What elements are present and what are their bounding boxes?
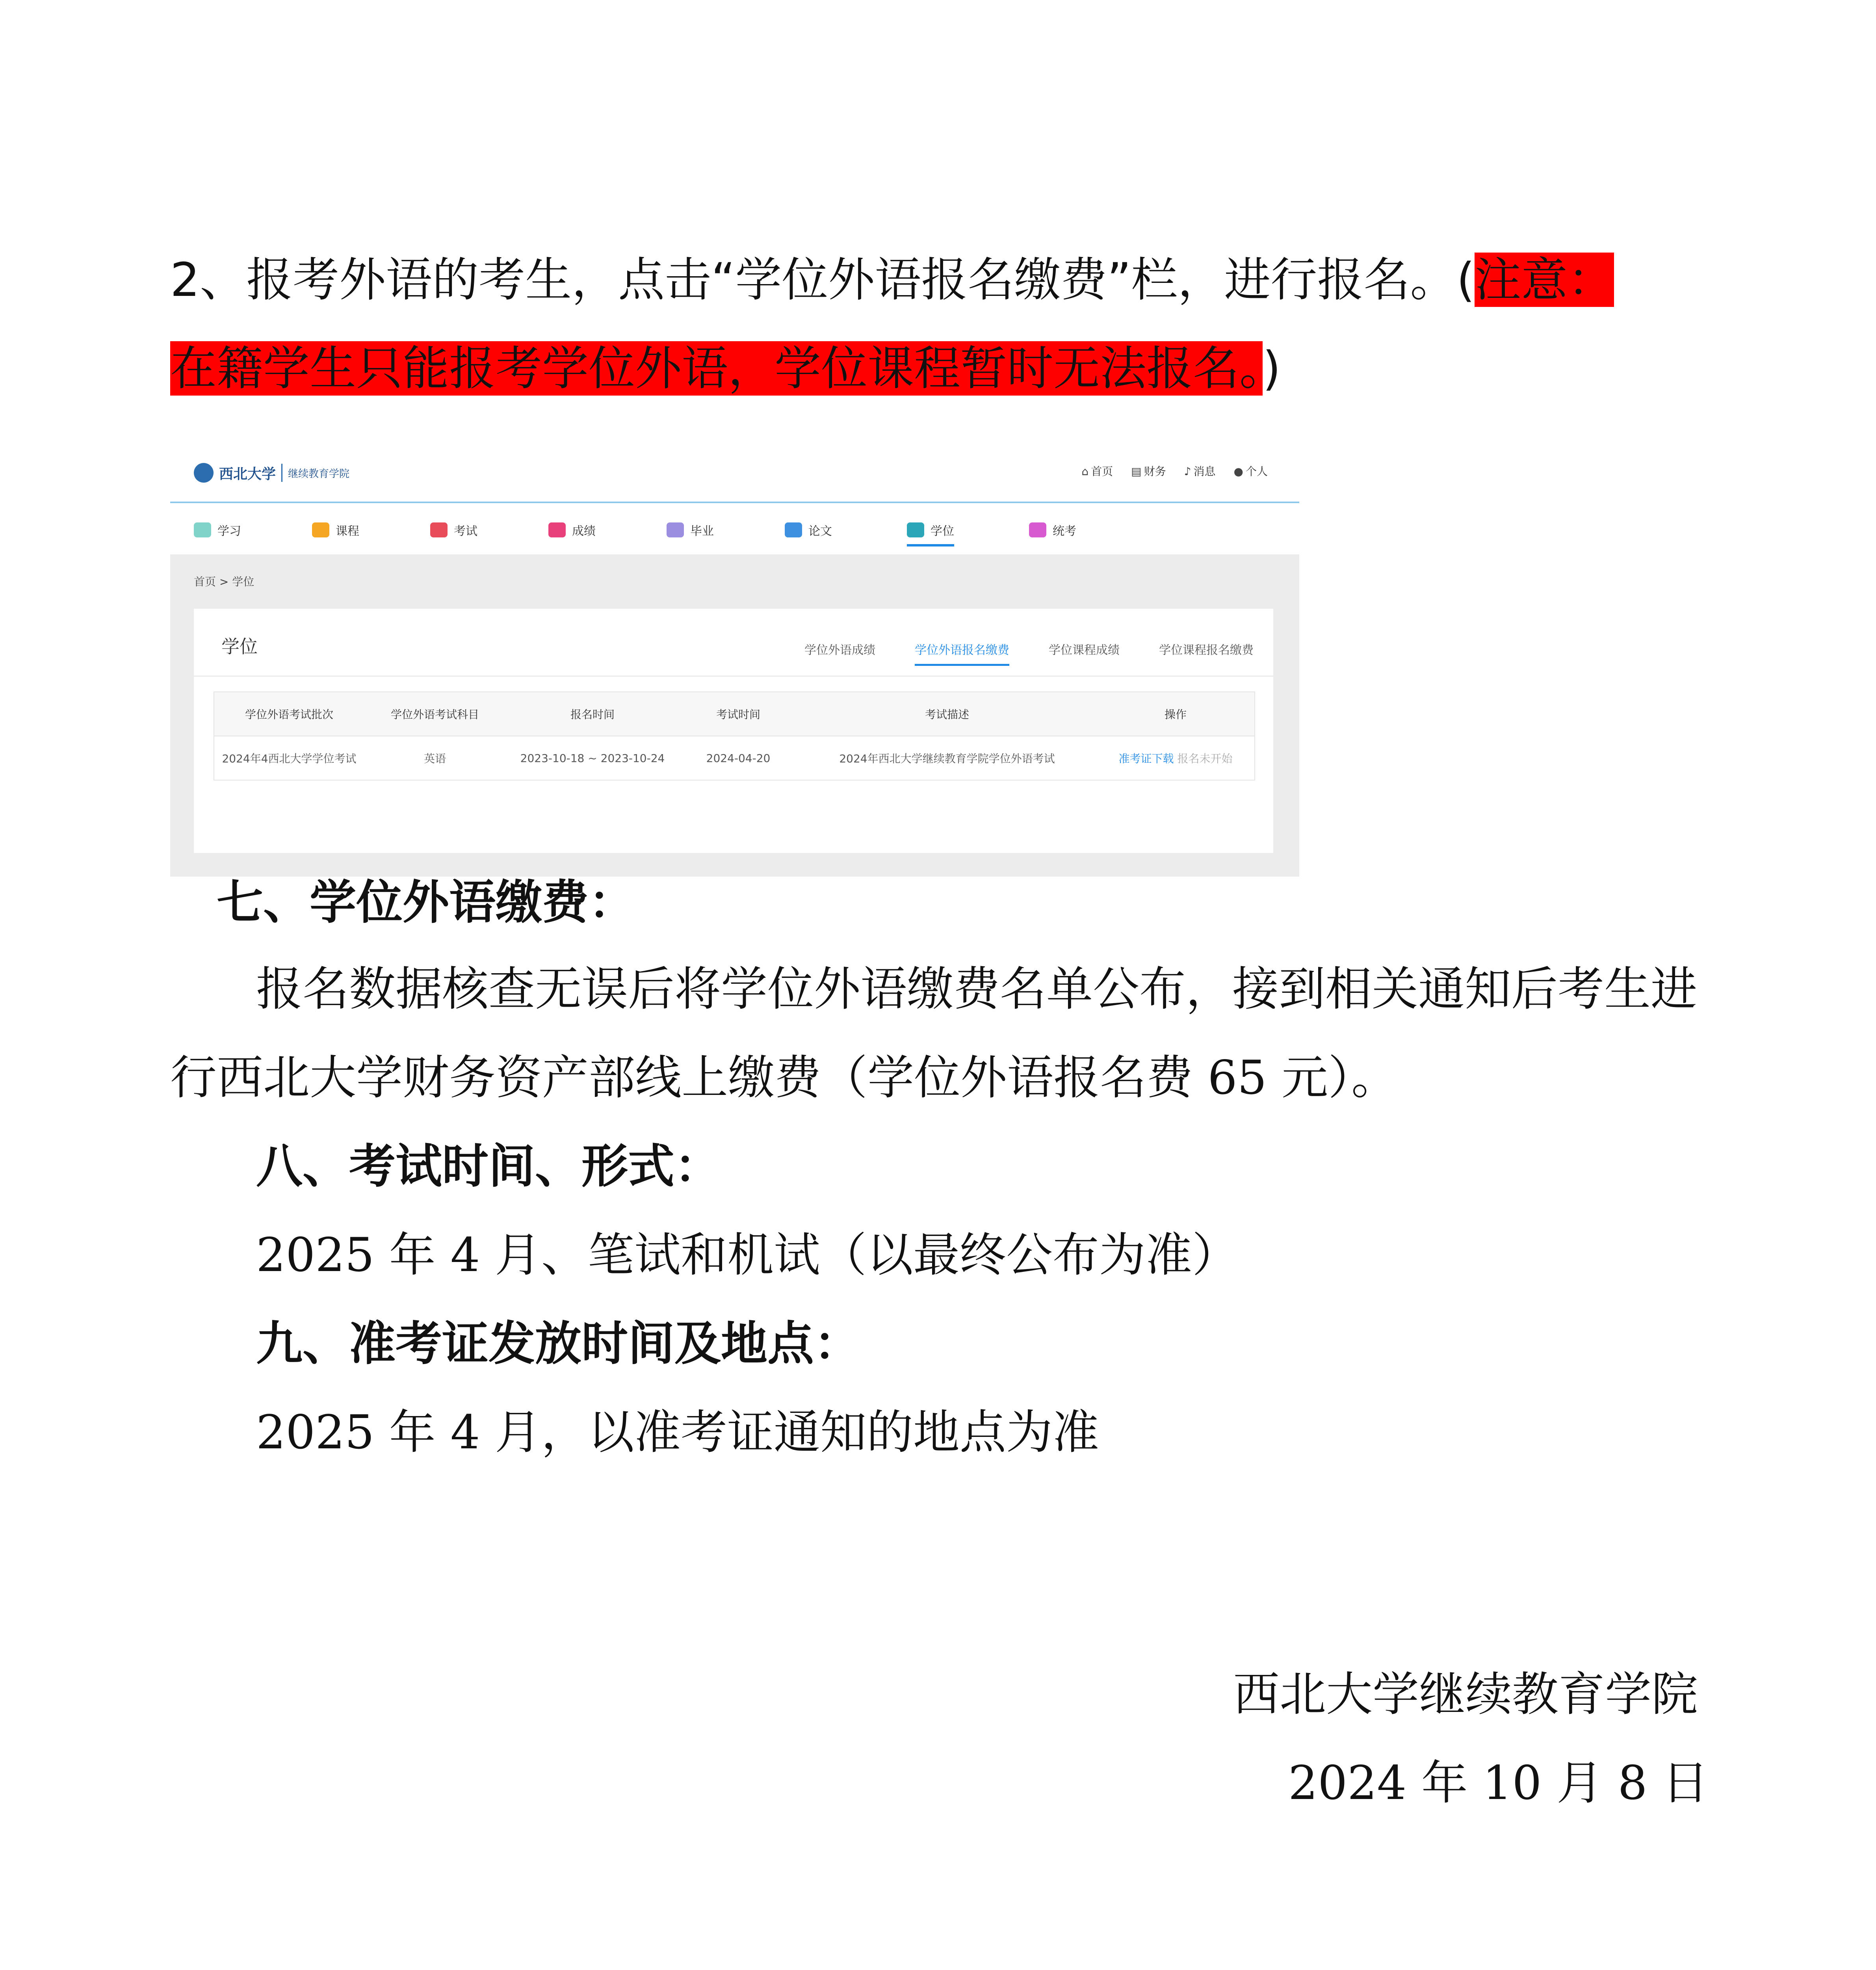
main-nav: [170, 503, 1299, 554]
portal-screenshot: [170, 443, 1299, 877]
top-link-home[interactable]: ⌂ 首页: [1081, 465, 1113, 478]
portal-logo: [194, 459, 349, 487]
degree-cap-icon: [907, 522, 924, 537]
user-icon: ●: [1233, 465, 1243, 478]
thesis-icon: [785, 522, 802, 537]
step2-line1: [170, 248, 1614, 311]
degree-card: [194, 609, 1273, 853]
tab-foreign-language-scores[interactable]: 学位外语成绩: [804, 643, 875, 657]
col-header-desc: 考试描述: [925, 708, 969, 721]
top-link-messages[interactable]: ♪ 消息: [1184, 465, 1216, 478]
graduation-icon: [667, 522, 684, 537]
note-label-highlight: 注意：: [1475, 253, 1614, 307]
section7-heading: 七、学位外语缴费：: [217, 875, 635, 929]
exams-icon: [430, 522, 448, 537]
nav-item-grades[interactable]: 成绩: [548, 519, 596, 541]
step2-line1-text: 2、报考外语的考生，点击“学位外语报名缴费”栏，进行报名。(: [170, 253, 1475, 307]
logo-text: 西北大学: [219, 466, 276, 482]
cell-signup-time: 2023-10-18 ~ 2023-10-24: [520, 751, 665, 765]
university-emblem-icon: [194, 463, 214, 483]
nav-item-degree[interactable]: 学位: [907, 519, 954, 546]
section8-heading: 八、考试时间、形式：: [256, 1139, 721, 1193]
note-text-highlight: 在籍学生只能报考学位外语，学位课程暂时无法报名。: [170, 341, 1263, 396]
degree-tabs: [804, 640, 1254, 666]
table-header-row: [214, 692, 1254, 736]
col-header-subject: 学位外语考试科目: [390, 708, 479, 721]
logo-divider: [281, 464, 282, 482]
signature-org: 西北大学继续教育学院: [1233, 1667, 1698, 1721]
nav-item-exams[interactable]: 考试: [430, 519, 477, 541]
breadcrumb: 首页 > 学位: [194, 575, 254, 588]
bell-icon: ♪: [1184, 465, 1191, 478]
section9-text: 2025 年 4 月，以准考证通知的地点为准: [256, 1405, 1099, 1459]
signature-date: 2024 年 10 月 8 日: [1288, 1756, 1709, 1810]
card-title: 学位: [221, 636, 258, 657]
admission-ticket-download-link[interactable]: 准考证下载: [1118, 752, 1174, 765]
nav-item-study[interactable]: 学习: [194, 519, 241, 541]
nav-item-thesis[interactable]: 论文: [785, 519, 832, 541]
cell-desc: 2024年西北大学继续教育学院学位外语考试: [839, 752, 1055, 765]
signup-status: 报名未开始: [1177, 752, 1233, 765]
finance-icon: ▤: [1131, 465, 1142, 478]
section7-para-line1: 报名数据核查无误后将学位外语缴费名单公布，接到相关通知后考生进: [256, 962, 1698, 1016]
logo-subtitle: 继续教育学院: [288, 468, 350, 480]
cell-subject: 英语: [423, 752, 446, 765]
section8-text: 2025 年 4 月、笔试和机试（以最终公布为准）: [256, 1228, 1239, 1282]
col-header-exam-time: 考试时间: [716, 708, 760, 721]
top-link-profile[interactable]: ● 个人: [1233, 465, 1268, 478]
exam-table: [214, 691, 1255, 781]
top-links: [1081, 463, 1268, 479]
tab-course-signup[interactable]: 学位课程报名缴费: [1159, 643, 1254, 657]
cell-exam-time: 2024-04-20: [706, 751, 771, 765]
col-header-signup-time: 报名时间: [570, 708, 615, 721]
section7-para-line2: 行西北大学财务资产部线上缴费（学位外语报名费 65 元）。: [170, 1050, 1398, 1105]
grades-icon: [548, 522, 566, 537]
nav-item-unified-exam[interactable]: 统考: [1029, 519, 1076, 541]
study-icon: [194, 522, 211, 537]
nav-item-graduation[interactable]: 毕业: [667, 519, 714, 541]
table-row: [214, 736, 1254, 780]
section9-heading: 九、准考证发放时间及地点：: [256, 1316, 861, 1371]
cell-batch: 2024年4西北大学学位考试: [222, 752, 357, 765]
cell-action: [1097, 750, 1254, 766]
nav-item-courses[interactable]: 课程: [312, 519, 359, 541]
courses-icon: [312, 522, 329, 537]
step2-line2-close: ): [1263, 341, 1281, 396]
home-icon: ⌂: [1081, 465, 1089, 478]
portal-header: [170, 443, 1299, 503]
unified-exam-icon: [1029, 522, 1046, 537]
col-header-batch: 学位外语考试批次: [245, 708, 333, 721]
tab-foreign-language-signup[interactable]: 学位外语报名缴费: [915, 640, 1009, 666]
step2-line2: [170, 337, 1281, 400]
col-header-action: 操作: [1164, 708, 1187, 721]
tab-course-scores[interactable]: 学位课程成绩: [1049, 643, 1120, 657]
top-link-finance[interactable]: ▤ 财务: [1131, 465, 1166, 478]
